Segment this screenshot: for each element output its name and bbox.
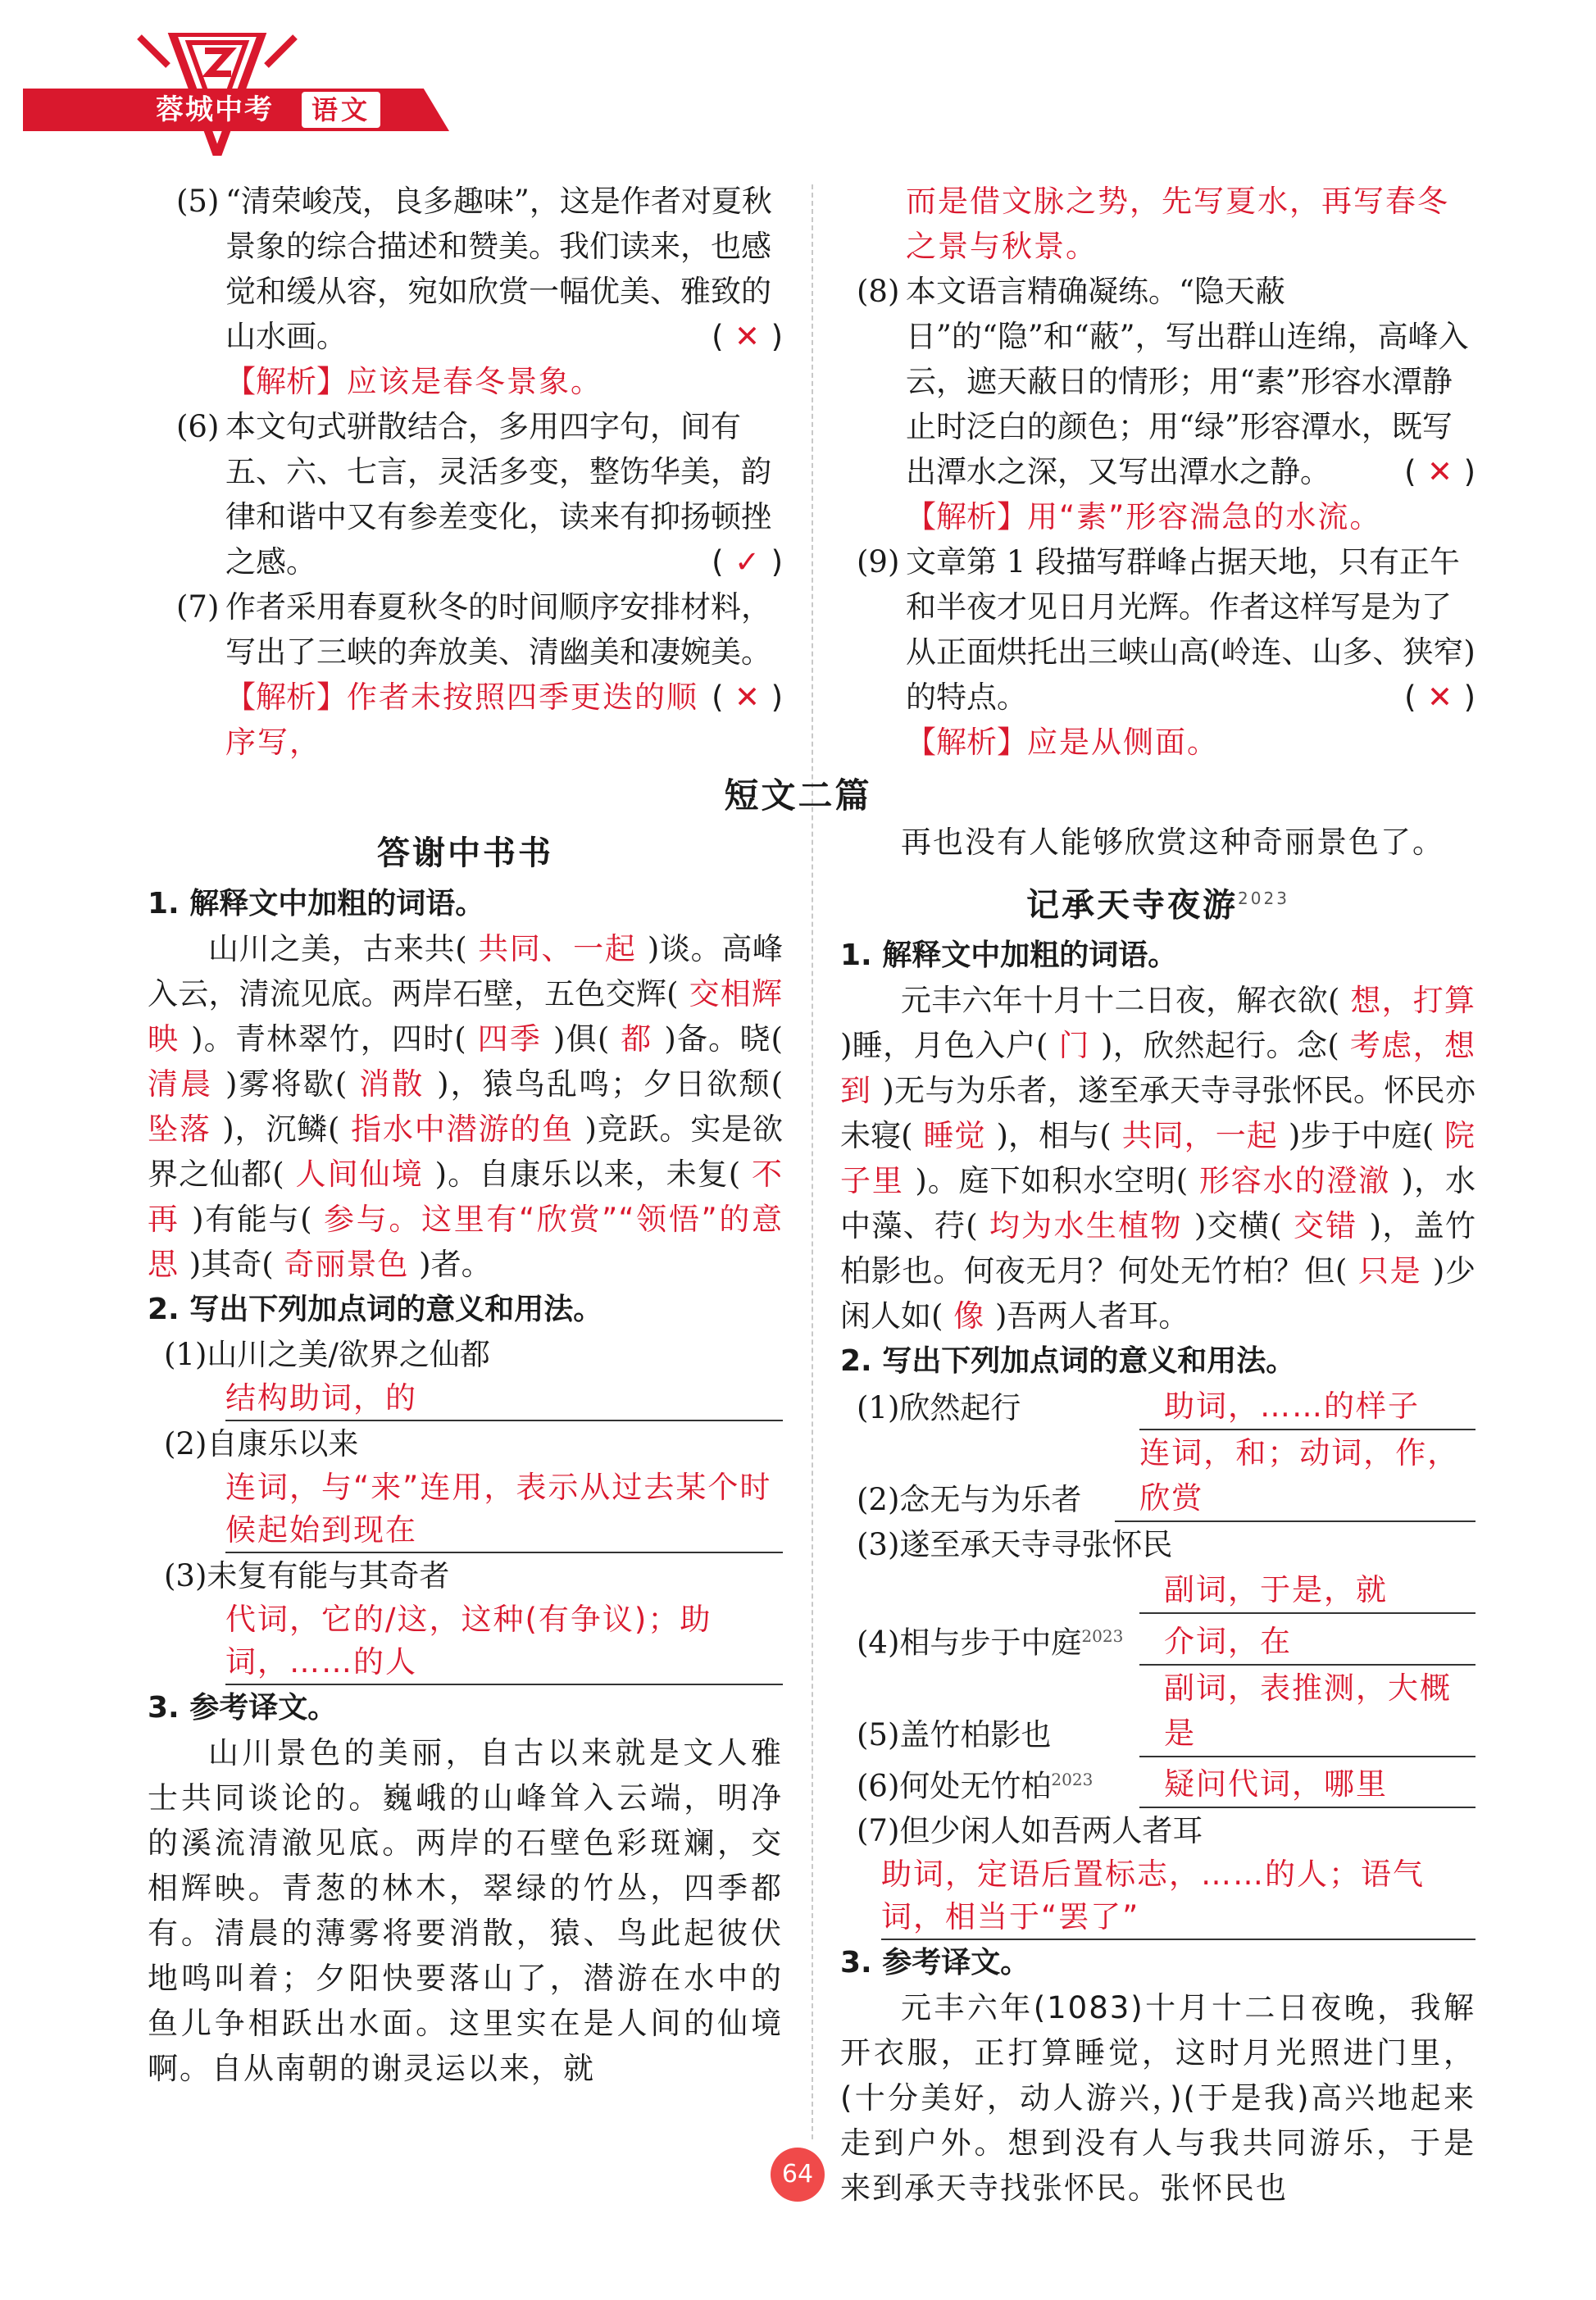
translation-text: 山川景色的美丽，自古以来就是文人雅士共同谈论的。巍峨的山峰耸入云端，明净的溪流清澈见底。两岸的石壁色彩斑斓，交相辉映。青葱的林木，翠绿的竹丛，四季都有。清晨的薄雾将要消散，猿、鸟此起彼伏地鸣叫着；夕阳快要落山了，潜游在水中的鱼儿争相跃出水面。这里实在是人间的仙境啊。自从南朝的谢灵运以来，就 bbox=[148, 1735, 783, 2086]
passage-text: )。青林翠竹，四时( bbox=[191, 1021, 466, 1057]
answer-line: 代词，它的/这，这种(有争议)；助词，……的人 bbox=[225, 1598, 783, 1685]
sub-question: (2)自康乐以来 bbox=[164, 1426, 359, 1461]
answer-line: 副词，表推测，大概是 bbox=[1139, 1666, 1476, 1757]
sub-question-row bbox=[840, 1567, 1476, 1614]
answer-line: 介词，在 bbox=[1139, 1619, 1476, 1666]
question-title: 2. 写出下列加点词的意义和用法。 bbox=[148, 1293, 603, 1326]
analysis-7 bbox=[176, 675, 783, 765]
question-8 bbox=[857, 269, 1476, 494]
passage-text: 元丰六年十月十二日夜，解衣欲( bbox=[901, 983, 1340, 1019]
judgment-mark: ( ✓ ) bbox=[712, 539, 783, 584]
question-number: (5) bbox=[176, 184, 220, 219]
sub-question: (3)未复有能与其奇者 bbox=[164, 1558, 450, 1593]
exam-year-badge: 2023 bbox=[1081, 1626, 1124, 1647]
analysis-tag: 【解析】 bbox=[906, 725, 1027, 760]
page-header bbox=[0, 0, 1596, 180]
analysis-9 bbox=[857, 720, 1476, 765]
analysis-tag: 【解析】 bbox=[225, 680, 347, 715]
answer-blank: 考虑，想到 bbox=[840, 1028, 1476, 1109]
annotated-passage bbox=[148, 926, 783, 1287]
question-title: 1. 解释文中加粗的词语。 bbox=[840, 939, 1178, 973]
passage-text: )雾将歇( bbox=[225, 1066, 348, 1102]
right-essay-column bbox=[840, 820, 1476, 2211]
question-title: 1. 解释文中加粗的词语。 bbox=[148, 887, 485, 920]
passage-text: )谈。高峰入云，清流见底。两岸石壁，五色交辉( bbox=[148, 931, 784, 1011]
question-number: (7) bbox=[176, 589, 220, 625]
subject-tag: 语文 bbox=[302, 92, 380, 128]
answer-blank: 四季 bbox=[466, 1021, 553, 1057]
top-left-column bbox=[176, 179, 783, 765]
passage-text: )步于中庭( bbox=[1288, 1118, 1435, 1154]
translation-continued: 再也没有人能够欣赏这种奇丽景色了。 bbox=[901, 825, 1444, 860]
column-divider bbox=[812, 184, 813, 2139]
answer-blank: 指水中潜游的鱼 bbox=[339, 1111, 585, 1147]
judgment-mark: ( ✕ ) bbox=[712, 675, 783, 720]
passage-text: )有能与( bbox=[192, 1202, 312, 1237]
sub-question: (1)欣然起行 bbox=[857, 1390, 1021, 1426]
sub-question bbox=[840, 1614, 1139, 1665]
passage-text: )睡，月色入户( bbox=[840, 1028, 1048, 1064]
analysis-8 bbox=[857, 494, 1476, 539]
answer-blank: 参与。这里有“欣赏”“领悟”的意思 bbox=[148, 1202, 784, 1282]
answer-line: 结构助词，的 bbox=[225, 1377, 783, 1421]
section-title: 短文二篇 bbox=[724, 775, 872, 816]
sub-question: (2)念无与为乐者 bbox=[857, 1482, 1082, 1518]
sub-question-row bbox=[840, 1666, 1476, 1757]
passage-text: )，相与( bbox=[996, 1118, 1112, 1154]
sub-question-row bbox=[840, 1384, 1476, 1430]
answer-blank: 像 bbox=[943, 1298, 995, 1334]
sub-question: (1)山川之美/欲界之仙都 bbox=[164, 1337, 490, 1372]
sub-question: (3)遂至承天寺寻张怀民 bbox=[857, 1527, 1173, 1563]
passage-text: )，盖竹柏影也。何夜无月？何处无竹柏？但( bbox=[840, 1208, 1476, 1289]
passage-text: )无与为乐者，遂至承天寺寻张怀民。怀民亦未寝( bbox=[840, 1073, 1476, 1154]
sub-question-row bbox=[840, 1757, 1476, 1808]
analysis-text: 作者未按照四季更迭的顺序写， bbox=[225, 680, 698, 760]
answer-blank: 交相辉映 bbox=[148, 976, 783, 1057]
question-text: “清荣峻茂，良多趣味”，这是作者对夏秋景象的综合描述和赞美。我们读来，也感觉和缓从容，宛如欣赏一幅优美、雅致的山水画。 bbox=[225, 184, 772, 354]
passage-text: )，欣然起行。念( bbox=[1101, 1028, 1339, 1064]
essay-title-text: 记承天寺夜游 bbox=[1026, 886, 1239, 925]
analysis-text: 用“素”形容湍急的水流。 bbox=[1027, 499, 1382, 534]
sub-question-row bbox=[840, 1614, 1476, 1665]
passage-text: )，水中藻、荇( bbox=[840, 1163, 1476, 1244]
question-6 bbox=[176, 404, 783, 584]
left-essay-column bbox=[148, 820, 783, 2091]
question-text: 本文语言精确凝练。“隐天蔽日”的“隐”和“蔽”，写出群山连绵，高峰入云，遮天蔽日的情形；用“素”形容水潭静止时泛白的颜色；用“绿”形容潭水，既写出潭水之深，又写出潭水之静。 bbox=[906, 274, 1469, 489]
passage-text: )吾两人者耳。 bbox=[994, 1298, 1189, 1334]
sub-question: (5)盖竹柏影也 bbox=[857, 1716, 1052, 1752]
answer-blank: 院子里 bbox=[840, 1118, 1476, 1199]
answer-blank: 睡觉 bbox=[912, 1118, 997, 1154]
brand-name: 蓉城中考 bbox=[156, 93, 274, 126]
exam-year-badge: 2023 bbox=[1051, 1769, 1094, 1789]
check-icon: ✓ bbox=[734, 544, 761, 580]
question-title: 3. 参考译文。 bbox=[840, 1945, 1030, 1980]
sub-question-row bbox=[840, 1430, 1476, 1522]
passage-text: )俱( bbox=[553, 1021, 610, 1057]
answer-blank: 奇丽景色 bbox=[273, 1247, 420, 1282]
passage-text: )。庭下如积水空明( bbox=[915, 1163, 1189, 1199]
analysis-tag: 【解析】 bbox=[225, 364, 347, 399]
cross-icon: ✕ bbox=[734, 319, 761, 354]
passage-text: )者。 bbox=[419, 1247, 492, 1282]
cross-icon: ✕ bbox=[734, 680, 761, 715]
answer-blank: 想，打算 bbox=[1339, 983, 1476, 1019]
question-5 bbox=[176, 179, 783, 359]
translation-text: 元丰六年(1083)十月十二日夜晚，我解开衣服，正打算睡觉，这时月光照进门里，(十分美好，动人游兴，)(于是我)高兴地起来走到户外。想到没有人与我共同游乐，于是来到承天寺找张怀民。张怀民也 bbox=[840, 1989, 1476, 2206]
answer-blank: 不再 bbox=[148, 1157, 783, 1237]
answer-blank: 清晨 bbox=[148, 1066, 226, 1102]
answer-line: 连词，与“来”连用，表示从过去某个时候起始到现在 bbox=[225, 1466, 783, 1553]
judgment-mark: ( ✕ ) bbox=[1404, 675, 1476, 720]
sub-question-text: (6)何处无竹柏 bbox=[857, 1767, 1052, 1803]
exam-year-badge: 2023 bbox=[1238, 889, 1289, 908]
answer-blank: 只是 bbox=[1347, 1253, 1433, 1289]
analysis-text: 应该是春冬景象。 bbox=[347, 364, 602, 399]
question-number: (9) bbox=[857, 544, 900, 580]
answer-blank: 交错 bbox=[1281, 1208, 1370, 1244]
judgment-mark: ( ✕ ) bbox=[1404, 449, 1476, 494]
essay-title: 答谢中书书 bbox=[377, 834, 553, 872]
answer-line: 助词，定语后置标志，……的人；语气词，相当于“罢了” bbox=[881, 1853, 1476, 1940]
passage-text: )交横( bbox=[1194, 1208, 1282, 1244]
question-number: (8) bbox=[857, 274, 900, 309]
answer-blank: 均为水生植物 bbox=[977, 1208, 1194, 1244]
question-text: 文章第 1 段描写群峰占据天地，只有正午和半夜才见日月光辉。作者这样写是为了从正面烘托出三峡山高(岭连、山多、狭窄)的特点。 bbox=[906, 544, 1476, 715]
annotated-passage bbox=[840, 978, 1476, 1339]
sub-question-text: (4)相与步于中庭 bbox=[857, 1625, 1082, 1661]
question-title: 2. 写出下列加点词的意义和用法。 bbox=[840, 1344, 1296, 1379]
analysis-tag: 【解析】 bbox=[906, 499, 1027, 534]
sub-question bbox=[840, 1757, 1139, 1808]
answer-line: 副词，于是，就 bbox=[1139, 1567, 1476, 1614]
answer-blank: 形容水的澄澈 bbox=[1188, 1163, 1402, 1199]
passage-text: )其奇( bbox=[189, 1247, 274, 1282]
question-number: (6) bbox=[176, 409, 220, 444]
answer-blank: 共同，一起 bbox=[1111, 1118, 1289, 1154]
analysis-7-continued: 而是借文脉之势，先写夏水，再写春冬之景与秋景。 bbox=[906, 184, 1449, 264]
answer-blank: 人间仙境 bbox=[284, 1157, 435, 1192]
answer-blank: 门 bbox=[1048, 1028, 1102, 1064]
question-9 bbox=[857, 539, 1476, 720]
analysis-5 bbox=[176, 359, 783, 404]
analysis-text: 应是从侧面。 bbox=[1027, 725, 1219, 760]
sub-question: (7)但少闲人如吾两人者耳 bbox=[857, 1812, 1203, 1848]
answer-blank: 消散 bbox=[347, 1066, 438, 1102]
answer-blank: 共同、一起 bbox=[466, 931, 648, 966]
answer-line: 疑问代词，哪里 bbox=[1139, 1761, 1476, 1808]
passage-text: 山川之美，古来共( bbox=[208, 931, 467, 966]
cross-icon: ✕ bbox=[1427, 680, 1453, 715]
passage-text: )，猿鸟乱鸣；夕日欲颓( bbox=[437, 1066, 784, 1102]
passage-text: )，沉鳞( bbox=[222, 1111, 340, 1147]
answer-line: 助词，……的样子 bbox=[1139, 1384, 1476, 1430]
cross-icon: ✕ bbox=[1427, 454, 1453, 489]
passage-text: )竞跃。实是欲界之仙都( bbox=[148, 1111, 783, 1192]
page-number: 64 bbox=[771, 2148, 825, 2202]
judgment-mark: ( ✕ ) bbox=[712, 314, 783, 359]
question-text: 本文句式骈散结合，多用四字句，间有五、六、七言，灵活多变，整饬华美，韵律和谐中又有参差变化，读来有抑扬顿挫之感。 bbox=[225, 409, 771, 580]
answer-blank: 都 bbox=[609, 1021, 665, 1057]
question-text: 作者采用春夏秋冬的时间顺序安排材料，写出了三峡的奔放美、清幽美和凄婉美。 bbox=[225, 589, 771, 670]
passage-text: )备。晓( bbox=[664, 1021, 783, 1057]
top-right-column bbox=[857, 179, 1476, 765]
passage-text: )少闲人如( bbox=[840, 1253, 1476, 1334]
question-title: 3. 参考译文。 bbox=[148, 1691, 338, 1725]
answer-line: 连词，和；动词，作，欣赏 bbox=[1115, 1430, 1476, 1522]
answer-blank: 坠落 bbox=[148, 1111, 223, 1147]
passage-text: )。自康乐以来，未复( bbox=[434, 1157, 741, 1192]
essay-title bbox=[840, 876, 1476, 928]
